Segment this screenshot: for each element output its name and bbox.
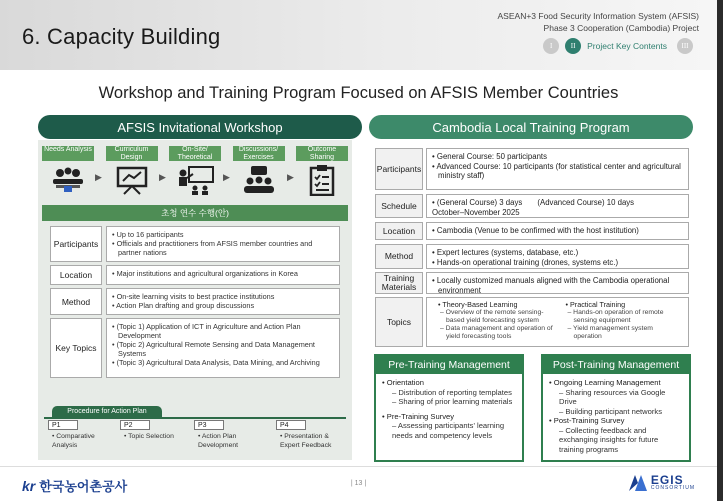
cambodia-row-schedule [375,194,689,218]
row-key: Location [375,222,423,240]
step-badge: P1 [48,420,78,430]
action-plan-procedure [38,404,352,460]
procedure-step-p3 [194,420,258,450]
nav-active-label[interactable]: Project Key Contents [587,41,667,51]
cambodia-row-method [375,244,689,269]
step-badge: P2 [120,420,150,430]
row-key: Schedule [375,194,423,218]
row-key: Method [50,288,102,315]
row-key: Training Materials [375,272,423,294]
row-key: Location [50,265,102,285]
step-label: Outcome Sharing [296,146,348,161]
step-outcome-sharing [296,146,348,199]
procedure-step-p1 [48,420,112,450]
nav-dot-ii[interactable]: II [565,38,581,54]
step-label: Curriculum Design [106,146,158,161]
step-arrow-icon: ▶ [287,172,294,182]
step-badge: P3 [194,420,224,430]
row-value: • (General Course) 3 days (Advanced Course) 10 days October–November 2025 [426,194,689,218]
group-discussion-icon [233,161,285,199]
row-key: Participants [375,148,423,190]
pre-training-box [374,354,524,462]
meeting-icon [42,161,94,199]
cambodia-panel [369,140,693,352]
procedure-divider [44,417,346,419]
nav-dot-iii[interactable]: III [677,38,693,54]
egis-subtitle: CONSORTIUM [650,485,695,491]
workshop-plan-banner: 초청 연수 수행(안) [42,205,348,221]
step-discussions-exercises [233,146,285,199]
step-arrow-icon: ▶ [95,172,102,182]
step-label: On-Site/ Theoretical [169,146,221,161]
presentation-board-icon [106,161,158,199]
cambodia-row-materials [375,272,689,294]
row-value: • General Course: 50 participants • Advanced Course: 10 participants (for statistical center and agricultural ministry staff) [426,148,689,190]
checklist-icon [296,161,348,199]
row-key: Topics [375,297,423,347]
row-value: • On-site learning visits to best practice institutions • Action Plan drafting and group discussions [106,288,340,315]
step-text: • Presentation & Expert Feedback [280,433,332,449]
row-value: • Up to 16 participants • Officials and practitioners from AFSIS member countries and partner nations [106,226,340,262]
post-training-body: • Ongoing Learning Management – Sharing resources via Google Drive – Building participant networks • Post-Training Survey – Collecting feedback and exchanging insights for future training programs [549,378,666,454]
egis-mark-icon [629,475,647,491]
lecture-icon [169,161,221,199]
step-arrow-icon: ▶ [159,172,166,182]
step-text: • Action Plan Development [198,433,239,449]
cambodia-row-topics [375,297,689,347]
procedure-step-p2 [120,420,184,442]
procedure-title: Procedure for Action Plan [52,406,162,417]
step-arrow-icon: ▶ [223,172,230,182]
pre-training-title: Pre-Training Management [376,356,522,374]
footer [0,466,717,501]
step-badge: P4 [276,420,306,430]
row-value: • Cambodia (Venue to be confirmed with the host institution) [426,222,689,240]
post-training-title: Post-Training Management [543,356,689,374]
row-key: Participants [50,226,102,262]
step-text: • Comparative Analysis [52,433,95,449]
project-info [498,10,699,34]
step-needs-analysis [42,146,94,199]
row-value: • Expert lectures (systems, database, etc.) • Hands-on operational training (drones, systems etc.) [426,244,689,269]
nav-dot-i[interactable]: I [543,38,559,54]
egis-word: EGIS [650,473,684,487]
step-curriculum-design [106,146,158,199]
egis-logo [629,475,695,491]
step-text: • Topic Selection [124,433,174,440]
page-number: | 13 | [350,480,367,487]
row-value: • Major institutions and agricultural organizations in Korea [106,265,340,285]
step-label: Needs Analysis [42,146,94,161]
project-info-line1: ASEAN+3 Food Security Information System (AFSIS) [497,11,699,21]
workshop-row-location [50,265,340,285]
workshop-steps [42,146,348,199]
workshop-row-topics [50,318,340,378]
row-value: • (Topic 1) Application of ICT in Agriculture and Action Plan Development • (Topic 2) Agricultural Remote Sensing and Data Management Systems • (Topic 3) Agricultural Data Analysis, Data Mining, and Archiving [106,318,340,378]
row-value: • Locally customized manuals aligned with the Cambodia operational environment [426,272,689,294]
pre-training-body: • Orientation – Distribution of reporting templates – Sharing of prior learning materials • Pre-Training Survey – Assessing participants' learning needs and competency levels [382,378,513,440]
workshop-row-method [50,288,340,315]
page-headline: Workshop and Training Program Focused on AFSIS Member Countries [98,84,619,102]
post-training-box [541,354,691,462]
section-title: 6. Capacity Building [22,24,221,49]
project-info-line2: Phase 3 Cooperation (Cambodia) Project [543,23,699,33]
cambodia-row-participants [375,148,689,190]
cambodia-title: Cambodia Local Training Program [369,115,693,139]
row-key: Method [375,244,423,269]
cambodia-row-location [375,222,689,240]
procedure-step-p4 [276,420,340,450]
header-bar [0,0,717,70]
workshop-row-participants [50,226,340,262]
section-nav [543,38,693,54]
row-key: Key Topics [50,318,102,378]
step-on-site-theoretical [169,146,221,199]
krc-mark-icon: kr [22,477,36,494]
topic-practical: • Practical Training – Hands-on operation of remote sensing equipment – Yield management system operation [565,300,664,340]
krc-name: 한국농어촌공사 [39,479,128,494]
row-value [426,297,689,347]
step-label: Discussions/ Exercises [233,146,285,161]
topic-theory: • Theory-Based Learning – Overview of the remote sensing-based yield forecasting system – Data management and operation of yield forecasting tools [438,300,553,340]
workshop-title: AFSIS Invitational Workshop [38,115,362,139]
